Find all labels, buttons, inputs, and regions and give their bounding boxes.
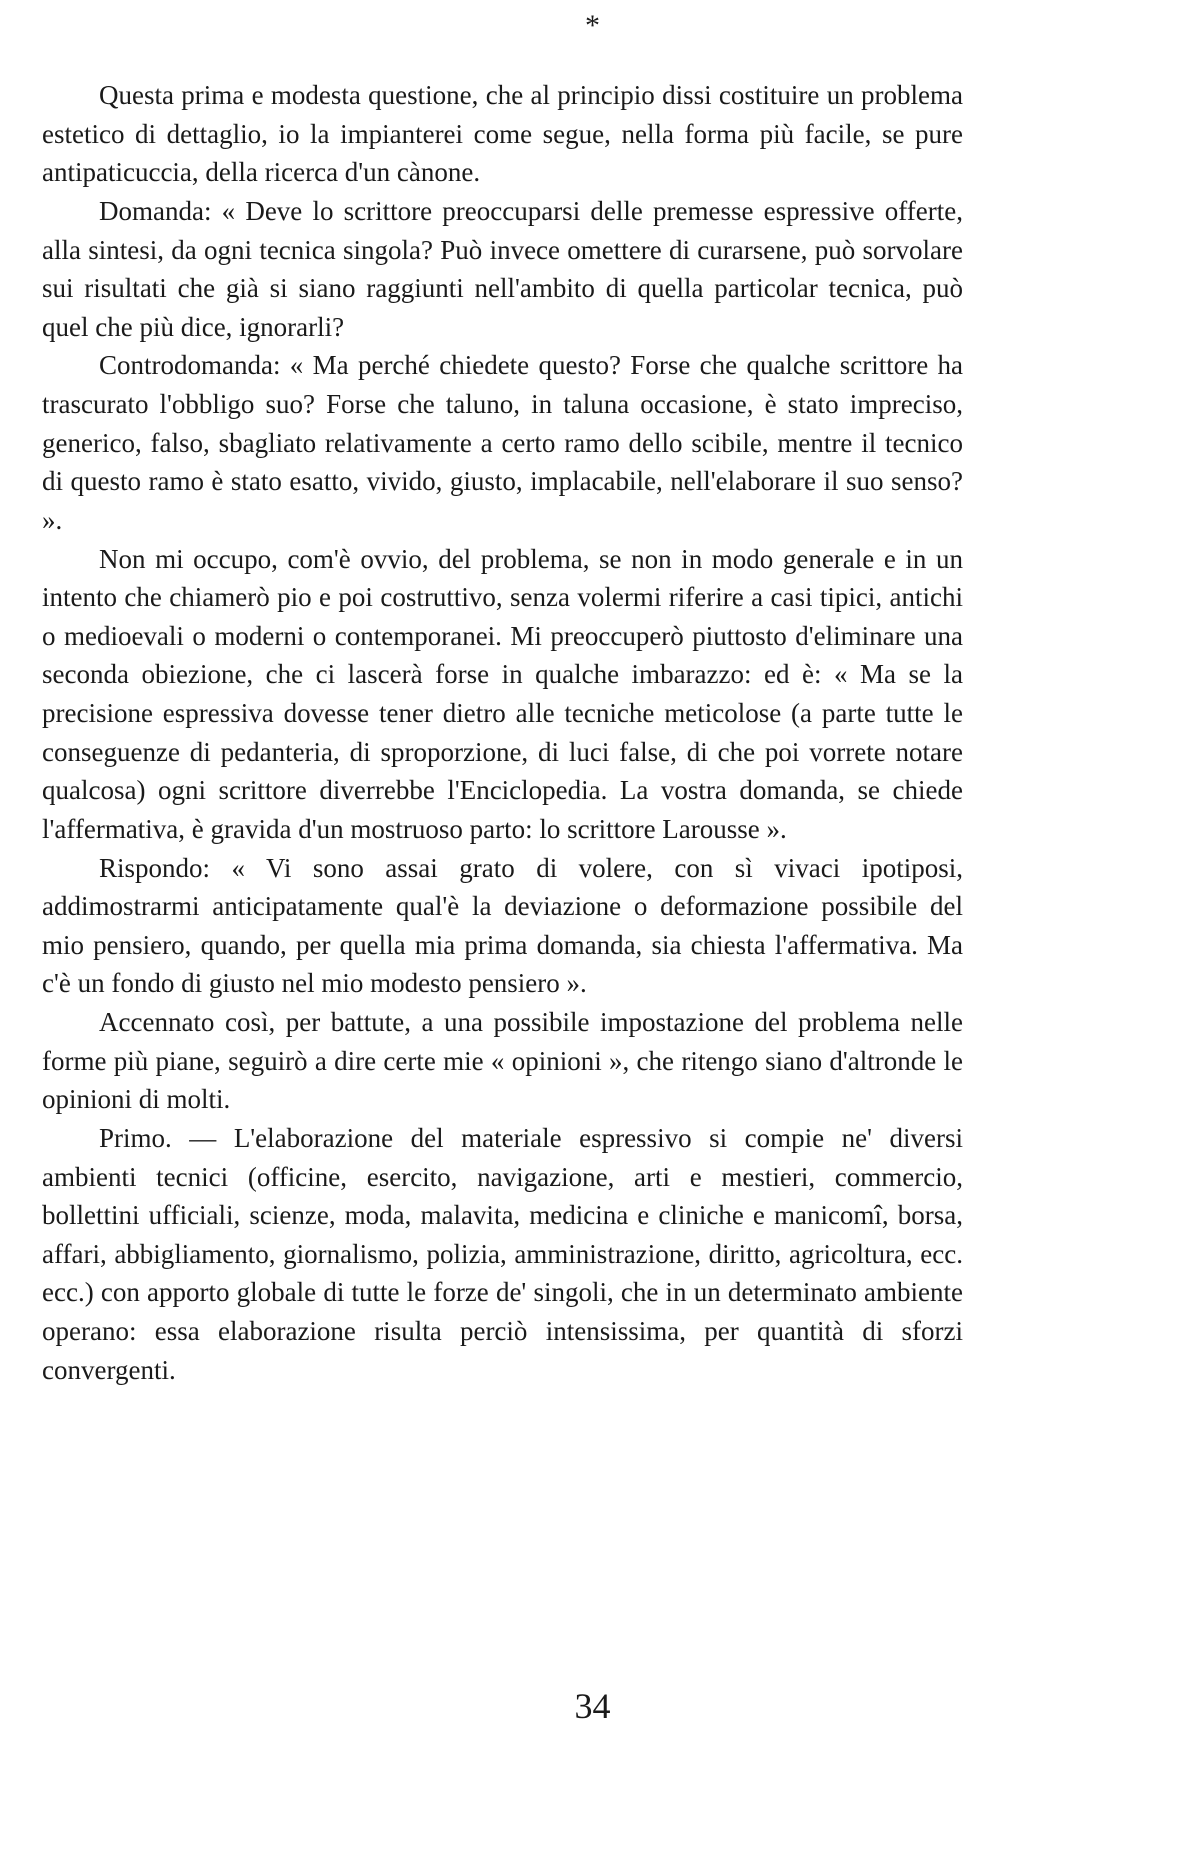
section-ornament: * bbox=[585, 9, 600, 42]
paragraph: Primo. — L'elaborazione del materiale espressivo si compie ne' diversi ambienti tecnici (officine, esercito, navigazione, arti e mestieri, commercio, bollettini ufficiali, scienze, moda, malavita, medicina e cliniche e manicomî, borsa, affari, abbigliamento, giornalismo, polizia, amministrazione, diritto, agricoltura, ecc. ecc.) con apporto globale di tutte le forze de' singoli, che in un determinato ambiente operano: essa elaborazione risulta perciò intensissima, per quantità di sforzi convergenti. bbox=[42, 1122, 963, 1385]
paragraph: Accennato così, per battute, a una possibile impostazione del problema nelle forme più piane, seguirò a dire certe mie « opinioni », che ritengo siano d'altronde le opinioni di molti. bbox=[42, 1007, 963, 1115]
paragraph: Questa prima e modesta questione, che al principio dissi costituire un problema estetico di dettaglio, io la impianterei come segue, nella forma più facile, se pure antipaticuccia, della ricerca d'un cànone. bbox=[42, 80, 963, 188]
paragraph: Domanda: « Deve lo scrittore preoccuparsi delle premesse espressive offerte, alla sintesi, da ogni tecnica singola? Può invece omettere di curarsene, può sorvolare sui risultati che già si siano raggiunti nell'ambito di quella particolar tecnica, può quel che più dice, ignorarli? bbox=[42, 195, 963, 342]
paragraph: Controdomanda: « Ma perché chiedete questo? Forse che qualche scrittore ha trascurato l'obbligo suo? Forse che taluno, in taluna occasione, è stato impreciso, generico, falso, sbagliato relativamente a certo ramo dello scibile, mentre il tecnico di questo ramo è stato esatto, vivido, giusto, implacabile, nell'elaborare il suo senso? ». bbox=[42, 350, 963, 535]
body-text bbox=[42, 76, 963, 1389]
paragraph: Non mi occupo, com'è ovvio, del problema, se non in modo generale e in un intento che chiamerò pio e poi costruttivo, senza volermi riferire a casi tipici, antichi o medioevali o moderni o contemporanei. Mi preoccuperò piuttosto d'eliminare una seconda obiezione, che ci lascerà forse in qualche imbarazzo: ed è: « Ma se la precisione espressiva dovesse tener dietro alle tecniche meticolose (a parte tutte le conseguenze di pedanteria, di sproporzione, di luci false, di che poi vorrete notare qualcosa) ogni scrittore diverrebbe l'Enciclopedia. La vostra domanda, se chiede l'affermativa, è gravida d'un mostruoso parto: lo scrittore Larousse ». bbox=[42, 543, 963, 844]
page-number: 34 bbox=[574, 1686, 611, 1726]
paragraph: Rispondo: « Vi sono assai grato di volere, con sì vivaci ipotiposi, addimostrarmi anticipatamente qual'è la deviazione o deformazione possibile del mio pensiero, quando, per quella mia prima domanda, sia chiesta l'affermativa. Ma c'è un fondo di giusto nel mio modesto pensiero ». bbox=[42, 852, 963, 999]
